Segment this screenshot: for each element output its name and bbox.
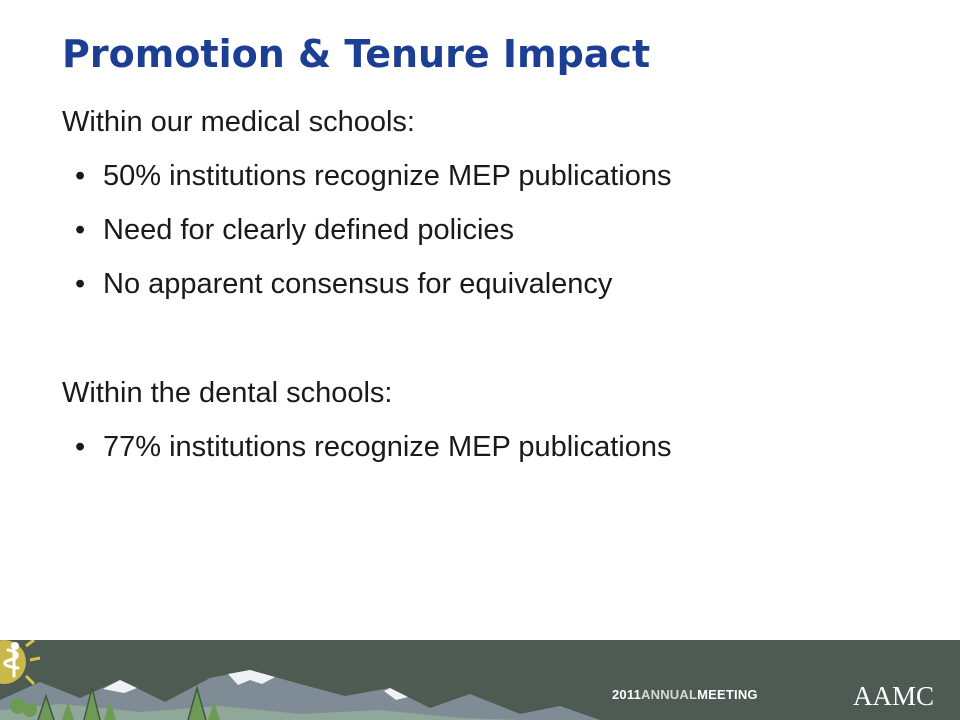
bullet-item <box>75 266 613 302</box>
section-heading-dental: Within the dental schools: <box>62 377 393 409</box>
bullet-item <box>75 429 672 465</box>
bullet-marker: • <box>75 431 86 463</box>
bullet-text: No apparent consensus for equivalency <box>103 268 613 300</box>
bullet-text: 50% institutions recognize MEP publications <box>103 160 672 192</box>
meeting-annual-word: ANNUAL <box>641 687 698 702</box>
mountain-landscape-illustration <box>0 640 960 720</box>
bullet-marker: • <box>75 268 86 300</box>
aamc-logo-text: AAMC <box>853 681 935 711</box>
annual-meeting-label <box>612 687 758 702</box>
bullet-marker: • <box>75 160 86 192</box>
aamc-caduceus-icon <box>0 640 100 708</box>
bullet-item <box>75 212 515 248</box>
bullet-text: 77% institutions recognize MEP publications <box>103 431 672 463</box>
footer-band <box>0 640 960 720</box>
section-heading-medical: Within our medical schools: <box>62 106 415 138</box>
bullet-item <box>75 158 672 194</box>
meeting-word: MEETING <box>697 687 758 702</box>
meeting-year: 2011 <box>612 687 642 702</box>
bullet-text: Need for clearly defined policies <box>103 214 515 246</box>
bullet-marker: • <box>75 214 86 246</box>
slide-title: Promotion & Tenure Impact <box>62 32 651 76</box>
